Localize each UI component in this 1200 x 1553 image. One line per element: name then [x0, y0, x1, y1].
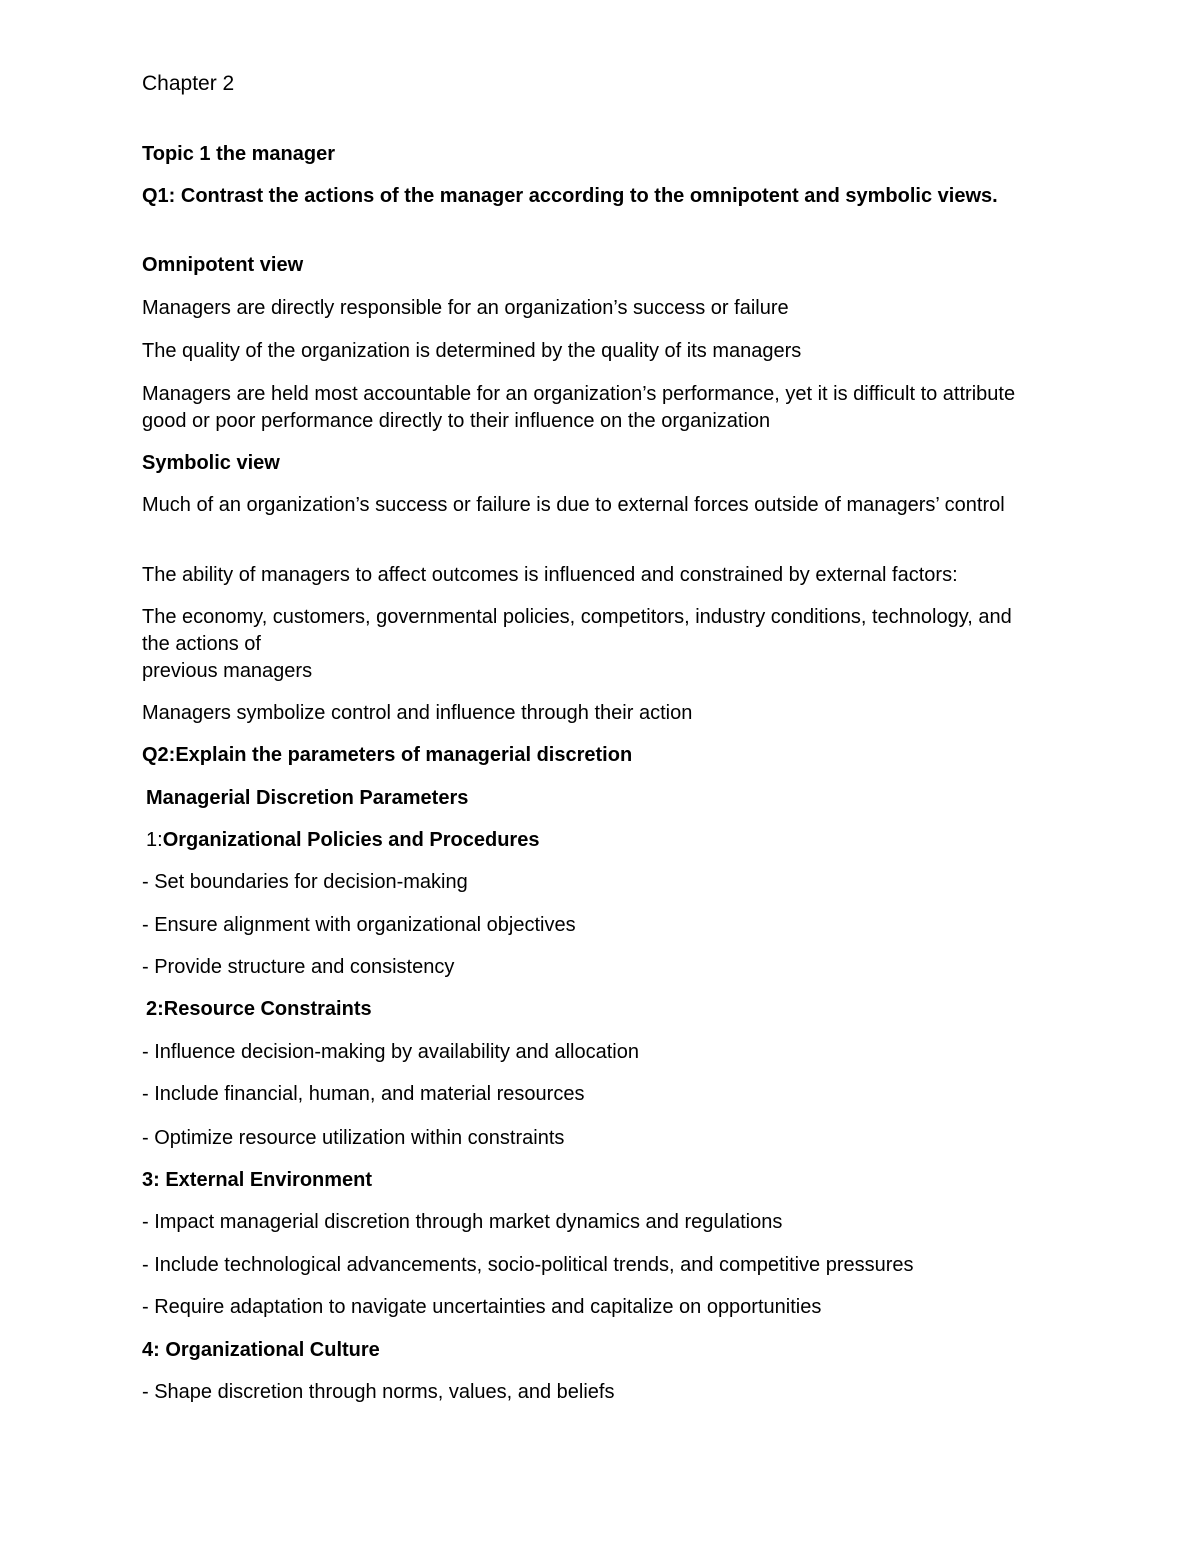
omnipotent-point: Managers are held most accountable for an organization’s performance, yet it is difficult to attribute good or poor performance directly to their influence on the organization	[142, 383, 1016, 432]
topic-title: Topic 1 the manager	[142, 143, 336, 165]
list-item: - Shape discretion through norms, values, and beliefs	[142, 1381, 615, 1403]
omnipotent-point: Managers are directly responsible for an organization’s success or failure	[142, 297, 789, 319]
list-item: - Include financial, human, and material resources	[142, 1083, 585, 1105]
list-item: - Provide structure and consistency	[142, 956, 455, 978]
q2-question: Q2:Explain the parameters of managerial discretion	[142, 744, 633, 766]
parameter-3-title: 3: External Environment	[142, 1169, 373, 1191]
q2-subheading: Managerial Discretion Parameters	[146, 787, 469, 809]
list-item: - Ensure alignment with organizational objectives	[142, 914, 576, 936]
parameter-1-title: Organizational Policies and Procedures	[162, 829, 540, 851]
q1-question: Q1: Contrast the actions of the manager according to the omnipotent and symbolic views.	[142, 185, 998, 207]
list-item: - Optimize resource utilization within constraints	[142, 1127, 565, 1149]
symbolic-point: previous managers	[142, 660, 313, 682]
symbolic-heading: Symbolic view	[142, 452, 280, 474]
parameter-1-number: 1:	[146, 829, 163, 851]
chapter-header: Chapter 2	[142, 72, 235, 95]
omnipotent-heading: Omnipotent view	[142, 254, 304, 276]
symbolic-point: The economy, customers, governmental policies, competitors, industry conditions, technology, and the actions of	[142, 606, 1012, 655]
list-item: - Impact managerial discretion through market dynamics and regulations	[142, 1211, 783, 1233]
symbolic-point: Managers symbolize control and influence through their action	[142, 702, 693, 724]
parameter-4-title: 4: Organizational Culture	[142, 1339, 380, 1361]
list-item: - Include technological advancements, socio-political trends, and competitive pressures	[142, 1254, 914, 1276]
list-item: - Influence decision-making by availability and allocation	[142, 1041, 639, 1063]
omnipotent-point: The quality of the organization is determined by the quality of its managers	[142, 340, 802, 362]
parameter-1-heading	[146, 827, 1046, 854]
parameter-2-title: 2:Resource Constraints	[146, 998, 372, 1020]
symbolic-point: Much of an organization’s success or failure is due to external forces outside of managers’ control	[142, 494, 1005, 516]
list-item: - Require adaptation to navigate uncertainties and capitalize on opportunities	[142, 1296, 822, 1318]
list-item: - Set boundaries for decision-making	[142, 871, 468, 893]
symbolic-point: The ability of managers to affect outcomes is influenced and constrained by external factors:	[142, 564, 958, 586]
